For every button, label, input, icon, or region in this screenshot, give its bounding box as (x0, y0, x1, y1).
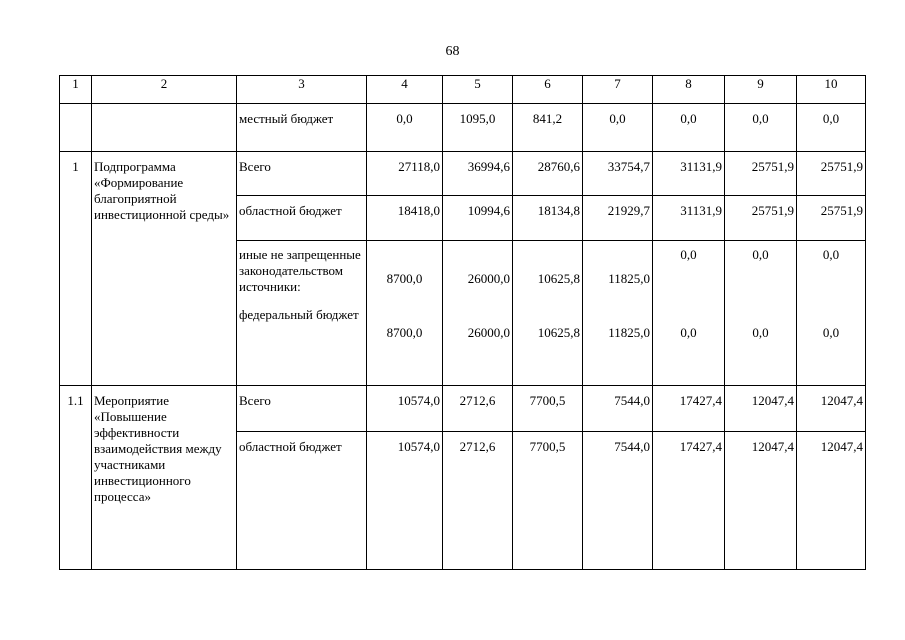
value-cell-group (513, 241, 583, 386)
value-cell: 0,0 (680, 325, 697, 340)
value-cell: 0,0 (680, 247, 697, 262)
value-cell: 17427,4 (653, 432, 725, 570)
value-cell-group (583, 241, 653, 386)
source-cell: областной бюджет (237, 432, 367, 570)
value-cell: 10994,6 (443, 196, 513, 241)
value-cell-group (653, 241, 725, 386)
value-cell: 0,0 (653, 104, 725, 152)
value-cell: 12047,4 (797, 386, 866, 432)
value-cell: 0,0 (583, 104, 653, 152)
value-cell-group (367, 241, 443, 386)
value-cell: 12047,4 (725, 432, 797, 570)
value-cell: 0,0 (822, 325, 840, 340)
value-cell: 11825,0 (608, 325, 650, 340)
value-cell: 11825,0 (608, 271, 650, 286)
header-cell: 10 (797, 76, 866, 104)
subprogram-title: Подпрограмма «Формирование благоприятной инвестиционной среды» (92, 152, 237, 386)
source-cell: местный бюджет (237, 104, 367, 152)
source-cell: Всего (237, 386, 367, 432)
value-cell: 0,0 (797, 104, 866, 152)
value-cell: 7544,0 (583, 432, 653, 570)
value-cell: 0,0 (822, 247, 840, 262)
value-cell: 33754,7 (583, 152, 653, 196)
header-cell: 1 (60, 76, 92, 104)
header-cell: 8 (653, 76, 725, 104)
value-cell: 841,2 (513, 104, 583, 152)
value-cell: 7700,5 (513, 386, 583, 432)
value-cell: 27118,0 (367, 152, 443, 196)
source-cell-group (237, 241, 367, 386)
value-cell: 31131,9 (653, 196, 725, 241)
federal-budget-label: федеральный бюджет (239, 307, 359, 322)
row-number: 1 (60, 152, 92, 386)
table-cell (60, 104, 92, 152)
value-cell: 25751,9 (725, 196, 797, 241)
value-cell: 2712,6 (443, 386, 513, 432)
value-cell: 18134,8 (513, 196, 583, 241)
value-cell: 26000,0 (467, 325, 510, 340)
value-cell: 0,0 (725, 104, 797, 152)
table-cell (92, 104, 237, 152)
value-cell: 10574,0 (367, 386, 443, 432)
value-cell: 25751,9 (797, 152, 866, 196)
value-cell: 36994,6 (443, 152, 513, 196)
source-cell: областной бюджет (237, 196, 367, 241)
value-cell: 12047,4 (797, 432, 866, 570)
header-cell: 3 (237, 76, 367, 104)
table-row (60, 104, 866, 152)
budget-table (59, 75, 866, 570)
value-cell-group (443, 241, 513, 386)
row-number: 1.1 (60, 386, 92, 570)
value-cell: 10625,8 (537, 325, 580, 340)
value-cell: 10625,8 (537, 271, 580, 286)
other-sources-label: иные не запрещенные законодательством источники: (239, 247, 361, 294)
header-cell: 4 (367, 76, 443, 104)
value-cell: 17427,4 (653, 386, 725, 432)
measure-title: Мероприятие «Повышение эффективности взаимодействия между участниками инвестиционного процесса» (92, 386, 237, 570)
value-cell: 12047,4 (725, 386, 797, 432)
value-cell: 25751,9 (725, 152, 797, 196)
value-cell: 7544,0 (583, 386, 653, 432)
value-cell: 26000,0 (467, 271, 510, 286)
value-cell: 1095,0 (443, 104, 513, 152)
value-cell: 8700,0 (386, 271, 423, 286)
value-cell: 18418,0 (367, 196, 443, 241)
value-cell: 8700,0 (386, 325, 423, 340)
header-cell: 2 (92, 76, 237, 104)
header-cell: 6 (513, 76, 583, 104)
table-row (60, 386, 866, 432)
header-cell: 9 (725, 76, 797, 104)
header-row (60, 76, 866, 104)
value-cell: 21929,7 (583, 196, 653, 241)
header-cell: 5 (443, 76, 513, 104)
value-cell: 7700,5 (513, 432, 583, 570)
value-cell: 28760,6 (513, 152, 583, 196)
value-cell: 25751,9 (797, 196, 866, 241)
value-cell: 0,0 (752, 247, 769, 262)
value-cell: 10574,0 (367, 432, 443, 570)
value-cell: 0,0 (367, 104, 443, 152)
value-cell-group (725, 241, 797, 386)
value-cell: 31131,9 (653, 152, 725, 196)
header-cell: 7 (583, 76, 653, 104)
source-cell: Всего (237, 152, 367, 196)
page-number: 68 (445, 44, 460, 59)
table-row (60, 152, 866, 196)
value-cell: 0,0 (752, 325, 769, 340)
value-cell-group (797, 241, 866, 386)
value-cell: 2712,6 (443, 432, 513, 570)
